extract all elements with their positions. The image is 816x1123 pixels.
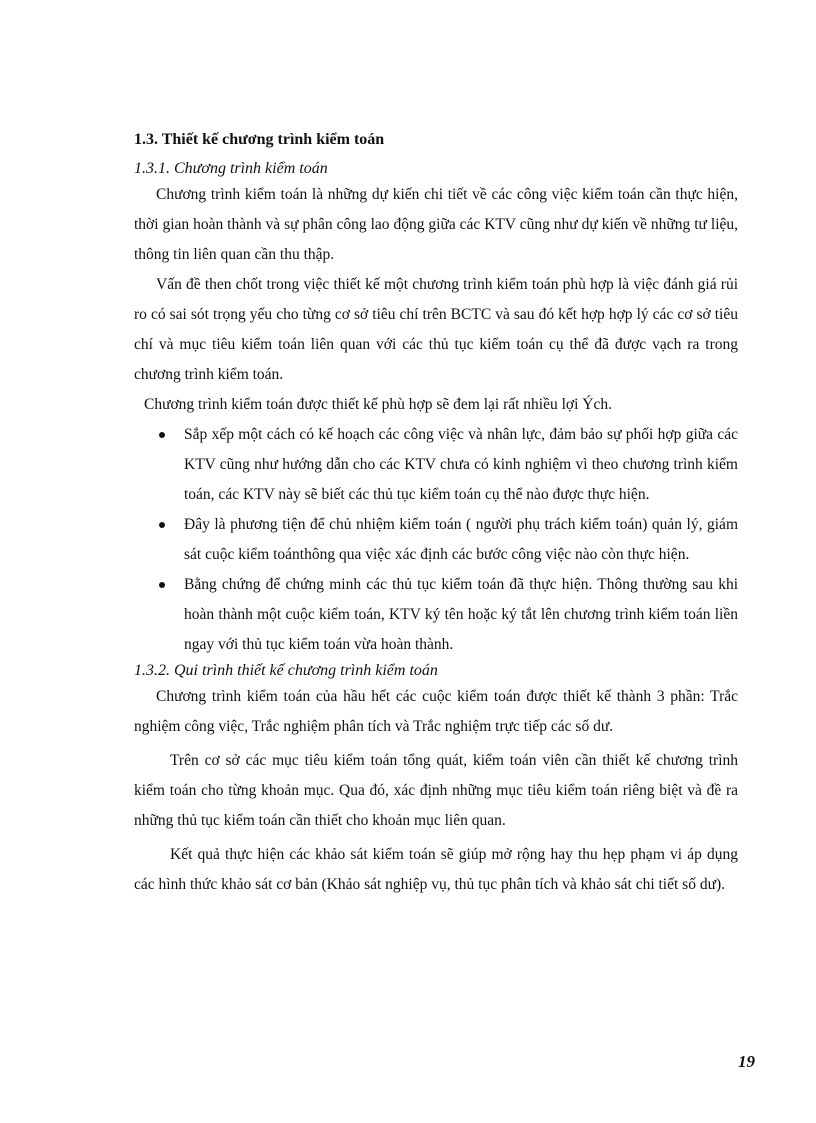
bullet-icon: [159, 582, 165, 588]
bullet-icon: [159, 432, 165, 438]
benefits-list: [134, 420, 738, 660]
page-number: 19: [738, 1052, 755, 1071]
paragraph: Trên cơ sở các mục tiêu kiểm toán tổng quát, kiểm toán viên cần thiết kế chương trình kiểm toán cho từng khoản mục. Qua đó, xác định những mục tiêu kiểm toán riêng biệt và đề ra những thủ tục kiểm toán cần thiết cho khoản mục liên quan.: [134, 752, 738, 829]
list-item-text: Bằng chứng để chứng minh các thủ tục kiểm toán đã thực hiện. Thông thường sau khi hoàn thành một cuộc kiểm toán, KTV ký tên hoặc ký tắt lên chương trình kiểm toán liền ngay với thủ tục kiểm toán vừa hoàn thành.: [184, 576, 738, 653]
list-item: [134, 510, 738, 570]
subsection-heading-1-3-2: 1.3.2. Qui trình thiết kế chương trình kiểm toán: [134, 662, 438, 679]
section-heading: 1.3. Thiết kế chương trình kiểm toán: [134, 131, 385, 148]
paragraph: Vấn đề then chốt trong việc thiết kế một chương trình kiểm toán phù hợp là việc đánh giá rủi ro có sai sót trọng yếu cho từng cơ sở tiêu chí trên BCTC và sau đó kết hợp hợp lý các cơ sở tiêu chí và mục tiêu kiểm toán liên quan với các thủ tục kiểm toán cụ thể đã được vạch ra trong chương trình kiểm toán.: [134, 276, 738, 383]
list-item-text: Sắp xếp một cách có kế hoạch các công việc và nhân lực, đảm bảo sự phối hợp giữa các KTV cũng như hướng dẫn cho các KTV chưa có kinh nghiệm vì theo chương trình kiểm toán, các KTV này sẽ biết các thủ tục kiểm toán cụ thể nào được thực hiện.: [184, 426, 738, 503]
list-item: [134, 570, 738, 660]
paragraph: Chương trình kiểm toán của hầu hết các cuộc kiểm toán được thiết kế thành 3 phần: Trắc nghiệm công việc, Trắc nghiệm phân tích và Trắc nghiệm trực tiếp các số dư.: [134, 688, 738, 735]
paragraph: Chương trình kiểm toán được thiết kế phù hợp sẽ đem lại rất nhiều lợi Ých.: [144, 396, 612, 413]
paragraph: Kết quả thực hiện các khảo sát kiểm toán sẽ giúp mở rộng hay thu hẹp phạm vi áp dụng các hình thức khảo sát cơ bản (Khảo sát nghiệp vụ, thủ tục phân tích và khảo sát chi tiết số dư).: [134, 846, 738, 893]
bullet-icon: [159, 522, 165, 528]
subsection-heading-1-3-1: 1.3.1. Chương trình kiểm toán: [134, 160, 328, 177]
list-item: [134, 420, 738, 510]
page-content: [134, 128, 738, 900]
paragraph: Chương trình kiểm toán là những dự kiến chi tiết về các công việc kiểm toán cần thực hiện, thời gian hoàn thành và sự phân công lao động giữa các KTV cũng như dự kiến về những tư liệu, thông tin liên quan cần thu thập.: [134, 186, 738, 263]
list-item-text: Đây là phương tiện để chủ nhiệm kiểm toán ( người phụ trách kiểm toán) quản lý, giám sát cuộc kiểm toánthông qua việc xác định các bước công việc nào còn thực hiện.: [184, 516, 738, 563]
